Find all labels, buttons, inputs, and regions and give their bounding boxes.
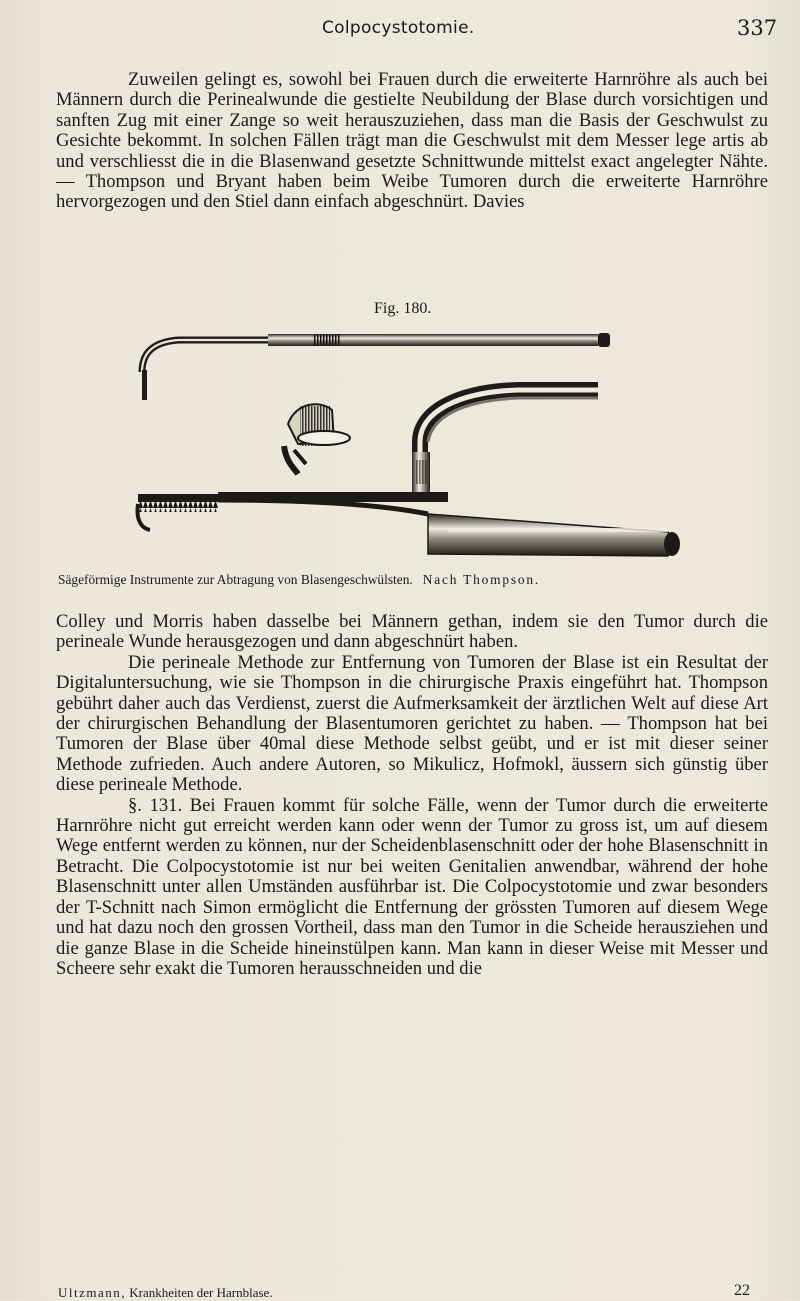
text-block-bottom — [56, 612, 768, 979]
signature-mark: 22 — [734, 1282, 750, 1299]
saw-blade-instrument — [138, 492, 681, 556]
paragraph-perineale-methode: Die perineale Methode zur Entfernung von Tumoren der Blase ist ein Resultat der Digitaluntersuchung, wie sie Thompson in die chirurgische Praxis eingeführt hat. Thompson gebührt daher auch das Verdienst, zuerst die Aufmerksamkeit der ärztlichen Welt auf diese Art der chirurgischen Behandlung der Blasentumoren gerichtet zu haben. — Thompson hat bei Tumoren der Blase über 40mal diese Methode selbst geübt, und er ist mit dieser seiner Methode zufrieden. Auch andere Autoren, so Mikulicz, Hofmokl, äussern sich günstig über diese perineale Methode. — [56, 651, 768, 796]
text-block-top — [56, 70, 768, 213]
running-head — [0, 16, 800, 42]
curved-shank-instrument — [412, 390, 598, 492]
running-title: Colpocystotomie. — [322, 18, 475, 38]
figure-label: Fig. 180. — [374, 300, 432, 317]
paragraph-zuweilen: Zuweilen gelingt es, sowohl bei Frauen durch die erweiterte Harnröhre als auch bei Männern durch die Perinealwunde die gestielte Neubildung der Blase durch vorsichtigen und sanften Zug mit einer Zange so weit herauszuziehen, dass man die Basis der Geschwulst zu Gesichte bekommt. In solchen Fällen trägt man die Geschwulst mit dem Messer lege artis ab und verschliesst die in die Blasenwand gesetzte Schnittwunde mittelst exact angelegter Nähte. — Thompson und Bryant haben beim Weibe Tumoren durch die erweiterte Harnröhre hervorgezogen und den Stiel dann einfach abgeschnürt. Davies — [56, 69, 768, 213]
caption-author: Nach Thompson. — [422, 572, 540, 587]
figure-caption — [58, 572, 768, 588]
page-number: 337 — [737, 16, 778, 40]
ribbed-ring-instrument — [284, 404, 350, 474]
footer-author: Ultzmann, — [58, 1285, 127, 1300]
paragraph-colley: Colley und Morris haben dasselbe bei Männern gethan, indem sie den Tumor durch die perineale Wunde herausgezogen und dann abgeschnürt haben. — [56, 611, 768, 653]
figure-saw-instruments — [128, 332, 688, 568]
caption-text: Sägeförmige Instrumente zur Abtragung von Blasengeschwülsten. — [58, 572, 413, 587]
saw-instruments-illustration — [128, 332, 688, 568]
footer-book-title: Krankheiten der Harnblase. — [129, 1285, 273, 1300]
paragraph-section-131: §. 131. Bei Frauen kommt für solche Fälle, wenn der Tumor durch die erweiterte Harnröhre nicht gut erreicht werden kann oder wenn der Tumor zu gross ist, um auf diesem Wege entfernt werden zu können, nur der Scheidenblasenschnitt oder der hohe Blasenschnitt in Betracht. Die Colpocystotomie ist nur bei weiten Genitalien anwendbar, während der hohe Blasenschnitt unter allen Umständen ausführbar ist. Die Colpocystotomie und zwar besonders der T-Schnitt nach Simon ermöglicht die Entfernung der grössten Tumoren auf diesem Wege und hat dazu noch den grossen Vortheil, dass man den Tumor in die Scheide herausziehen und die ganze Blase in die Scheide hineinstülpen kann. Man kann in dieser Weise mit Messer und Scheere sehr exakt die Tumoren herausschneiden und die — [56, 794, 768, 979]
